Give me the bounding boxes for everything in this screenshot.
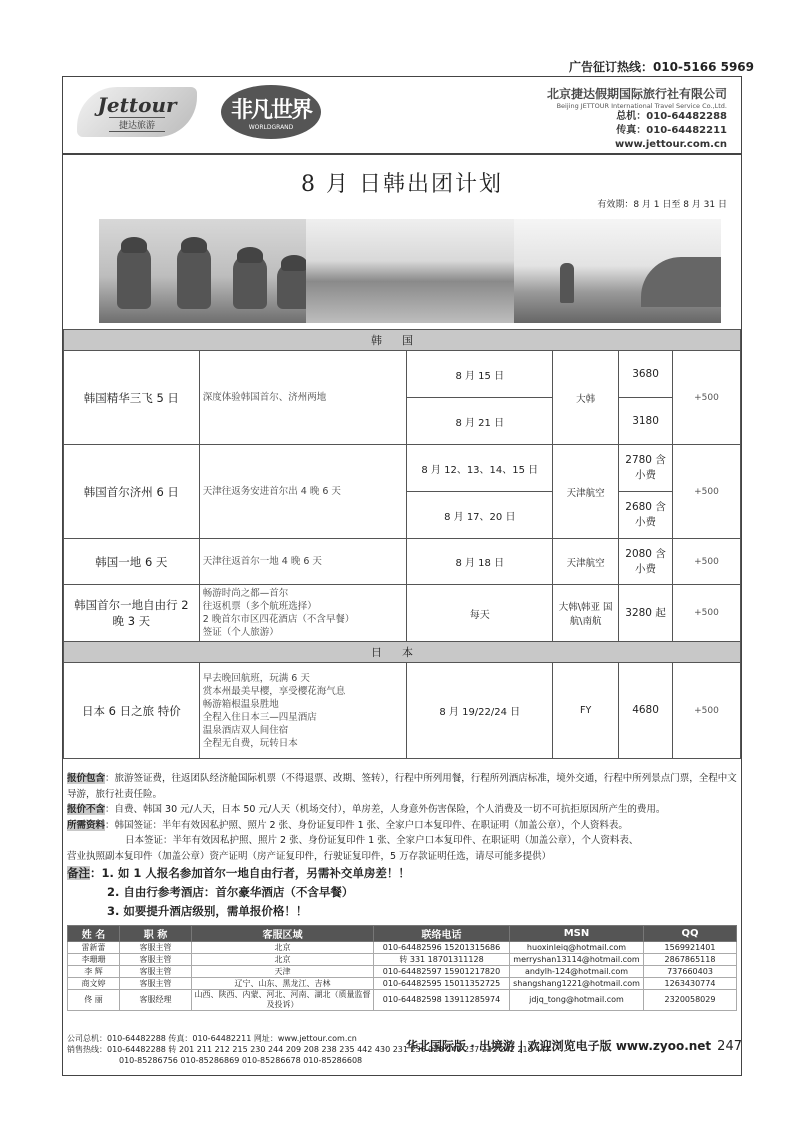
contact-title: 客服主管 <box>120 966 192 978</box>
tour-date: 8 月 12、13、14、15 日 <box>407 445 553 492</box>
tour-name: 韩国首尔济州 6 日 <box>64 445 200 539</box>
contact-qq: 2867865118 <box>644 954 737 966</box>
statue-shape <box>117 245 151 309</box>
company-name-en: Beijing JETTOUR International Travel Service Co.,Ltd. <box>556 102 727 110</box>
statue-shape <box>177 245 211 309</box>
col-region: 客服区域 <box>192 926 374 942</box>
contact-phone: 010-64482597 15901217820 <box>374 966 510 978</box>
table-row <box>64 351 741 398</box>
tour-airline: FY <box>553 663 619 759</box>
note-exclude <box>67 802 739 818</box>
contact-qq: 1263430774 <box>644 978 737 990</box>
contact-region: 天津 <box>192 966 374 978</box>
page-number: 247 <box>717 1039 742 1054</box>
contact-region: 辽宁、山东、黑龙江、吉林 <box>192 978 374 990</box>
table-row <box>64 585 741 642</box>
company-web: www.jettour.com.cn <box>614 139 727 150</box>
page-title: 8 月 日韩出团计划 <box>301 172 503 197</box>
tour-price: 3680 <box>619 351 673 398</box>
tour-name: 韩国一地 6 天 <box>64 539 200 585</box>
col-qq: QQ <box>644 926 737 942</box>
contact-name: 雷新蕾 <box>68 942 120 954</box>
tour-date: 8 月 17、20 日 <box>407 492 553 539</box>
contact-msn: merryshan13114@hotmail.com <box>510 954 644 966</box>
tour-extra: +500 <box>673 351 741 445</box>
contact-msn: shangshang1221@hotmail.com <box>510 978 644 990</box>
tour-extra: +500 <box>673 539 741 585</box>
tour-date: 8 月 18 日 <box>407 539 553 585</box>
section-korea <box>64 330 741 351</box>
tour-name: 韩国首尔一地自由行 2 晚 3 天 <box>64 585 200 642</box>
section-korea-label: 韩国 <box>64 330 741 351</box>
contact-name: 李珊珊 <box>68 954 120 966</box>
contact-phone: 010-64482596 15201315686 <box>374 942 510 954</box>
table-row <box>68 966 737 978</box>
remark-2: 2. 自由行参考酒店：首尔豪华酒店（不含早餐） <box>107 885 354 899</box>
docs-label: 所需资料 <box>67 819 106 831</box>
tour-price: 3180 <box>619 398 673 445</box>
page-frame <box>62 76 742 1076</box>
company-name-cn: 北京捷达假期国际旅行社有限公司 <box>546 87 727 101</box>
tour-desc: 天津往返务安进首尔出 4 晚 6 天 <box>199 445 407 539</box>
remark-1: ：1. 如 1 人报名参加首尔一地自由行者，另需补交单房差！！ <box>90 866 410 880</box>
contact-region: 山西、陕西、内蒙、河北、河南、湖北（质量监督及投诉） <box>192 990 374 1011</box>
contact-title: 客服主管 <box>120 954 192 966</box>
tour-desc: 深度体验韩国首尔、济州两地 <box>199 351 407 445</box>
tour-plan-table <box>63 329 741 759</box>
tour-price: 4680 <box>619 663 673 759</box>
contact-qq: 1569921401 <box>644 942 737 954</box>
tour-name: 日本 6 日之旅 特价 <box>64 663 200 759</box>
photo-flower-field <box>306 219 513 323</box>
statue-shape <box>233 255 267 309</box>
tour-desc: 天津往返首尔一地 4 晚 6 天 <box>199 539 407 585</box>
company-fax: 传真：010-64482211 <box>616 125 727 136</box>
footer-line-3: 010-85286756 010-85286869 010-85286678 010-85286608 <box>119 1056 363 1065</box>
tour-price: 2780 含小费 <box>619 445 673 492</box>
tour-date: 每天 <box>407 585 553 642</box>
cliff-shape <box>641 257 721 307</box>
rock-shape <box>560 263 574 303</box>
company-info <box>487 85 727 152</box>
tour-airline: 大韩\韩亚 国航\南航 <box>553 585 619 642</box>
ad-hotline: 广告征订热线：010-5166 5969 <box>568 60 754 74</box>
contact-phone: 转 331 18701311128 <box>374 954 510 966</box>
col-name: 姓 名 <box>68 926 120 942</box>
contact-qq: 2320058029 <box>644 990 737 1011</box>
page-footer <box>406 1037 742 1054</box>
contacts-table <box>67 925 737 1011</box>
contact-region: 北京 <box>192 954 374 966</box>
tour-extra: +500 <box>673 445 741 539</box>
remark-3: 3. 如要提升酒店级别，需单报价格！！ <box>107 904 308 918</box>
exclude-text: ：自费、韩国 30 元/人天，日本 50 元/人天（机场交付），单房差，人身意外伤害保险，个人消费及一切不可抗拒原因所产生的费用。 <box>105 804 666 815</box>
tour-desc: 畅游时尚之都—首尔 往返机票（多个航班选择） 2 晚首尔市区四花酒店（不含早餐） 签证（个人旅游） <box>199 585 407 642</box>
remark-label: 备注 <box>67 866 90 880</box>
docs-korea: ：韩国签证：半年有效因私护照、照片 2 张、身份证复印件 1 张、全家户口本复印件、在职证明（加盖公章），个人资料表。 <box>105 819 628 831</box>
tour-extra: +500 <box>673 663 741 759</box>
validity-period: 有效期：8 月 1 日至 8 月 31 日 <box>597 200 727 210</box>
footer-line-1: 公司总机：010-64482288 传真：010-64482211 网址：www.jettour.com.cn <box>67 1034 357 1043</box>
exclude-label: 报价不含 <box>67 804 106 815</box>
tour-airline: 天津航空 <box>553 539 619 585</box>
docs-more: 营业执照副本复印件（加盖公章）资产证明（房产证复印件，行驶证复印件，5 万存款证明任选，请尽可能多提供） <box>67 850 552 862</box>
tour-desc: 早去晚回航班，玩满 6 天 赏本州最美早樱，享受樱花海气息 畅游箱根温泉胜地 全程入住日本三—四星酒店 温泉酒店双人间住宿 全程无自费，玩转日本 <box>199 663 407 759</box>
tour-date: 8 月 19/22/24 日 <box>407 663 553 759</box>
statue-shape <box>277 263 306 309</box>
note-docs <box>67 818 739 834</box>
tour-date: 8 月 15 日 <box>407 351 553 398</box>
contact-msn: andylh-124@hotmail.com <box>510 966 644 978</box>
table-row <box>64 539 741 585</box>
contact-phone: 010-64482598 13911285974 <box>374 990 510 1011</box>
contact-msn: jdjq_tong@hotmail.com <box>510 990 644 1011</box>
tour-date: 8 月 21 日 <box>407 398 553 445</box>
contact-name: 李 辉 <box>68 966 120 978</box>
jettour-logo <box>77 87 197 137</box>
contact-title: 客服主管 <box>120 942 192 954</box>
header <box>63 77 741 153</box>
col-msn: MSN <box>510 926 644 942</box>
docs-japan: 日本签证：半年有效因私护照、照片 2 张、身份证复印件 1 张、全家户口本复印件、在职证明（加盖公章），个人资料表、 <box>125 835 639 846</box>
include-text: ：旅游签证费，往返团队经济舱国际机票（不得退票、改期、签转），行程中所列用餐，行程所列酒店标准，境外交通，行程中所列景点门票，全程中文导游，旅行社责任险。 <box>67 773 737 800</box>
col-title: 职 称 <box>120 926 192 942</box>
contacts-header <box>68 926 737 942</box>
tour-extra: +500 <box>673 585 741 642</box>
contact-qq: 737660403 <box>644 966 737 978</box>
footer-text: 华北国际版 · 出境游 | 欢迎浏览电子版 www.zyoo.net <box>406 1039 712 1053</box>
header-divider <box>63 153 741 155</box>
section-japan-label: 日本 <box>64 642 741 663</box>
contact-msn: huoxinleiq@hotmail.com <box>510 942 644 954</box>
worldgrand-logo <box>221 85 321 139</box>
contact-name: 佟 丽 <box>68 990 120 1011</box>
logo-subtitle: 捷达旅游 <box>109 117 165 132</box>
contact-phone: 010-64482595 15011352725 <box>374 978 510 990</box>
note-include <box>67 771 739 802</box>
tour-price: 3280 起 <box>619 585 673 642</box>
table-row <box>68 990 737 1011</box>
table-row <box>68 942 737 954</box>
table-row <box>64 445 741 492</box>
tour-airline: 大韩 <box>553 351 619 445</box>
notes-section <box>67 771 739 921</box>
table-row <box>68 954 737 966</box>
contact-region: 北京 <box>192 942 374 954</box>
contact-name: 商文婷 <box>68 978 120 990</box>
table-row <box>64 663 741 759</box>
logo2-main: 非凡世界 <box>230 98 311 123</box>
company-phone: 总机：010-64482288 <box>616 111 727 122</box>
section-japan <box>64 642 741 663</box>
tour-price: 2080 含小费 <box>619 539 673 585</box>
tour-name: 韩国精华三飞 5 日 <box>64 351 200 445</box>
photo-stone-statues <box>99 219 306 323</box>
note-remark <box>67 864 739 883</box>
contact-title: 客服主管 <box>120 978 192 990</box>
col-phone: 联络电话 <box>374 926 510 942</box>
table-row <box>68 978 737 990</box>
include-label: 报价包含 <box>67 773 106 784</box>
photo-strip <box>99 219 721 323</box>
logo2-small: WORLDGRAND <box>248 124 294 131</box>
tour-price: 2680 含小费 <box>619 492 673 539</box>
photo-coast <box>514 219 721 323</box>
logo-brand: Jettour <box>97 92 177 117</box>
contact-title: 客服经理 <box>120 990 192 1011</box>
tour-airline: 天津航空 <box>553 445 619 539</box>
footer-line-2: 销售热线：010-64482288 转 201 211 212 215 230 244 209 208 238 235 442 430 231 236 228 240 237 232 242 216 447 <box>67 1045 551 1054</box>
